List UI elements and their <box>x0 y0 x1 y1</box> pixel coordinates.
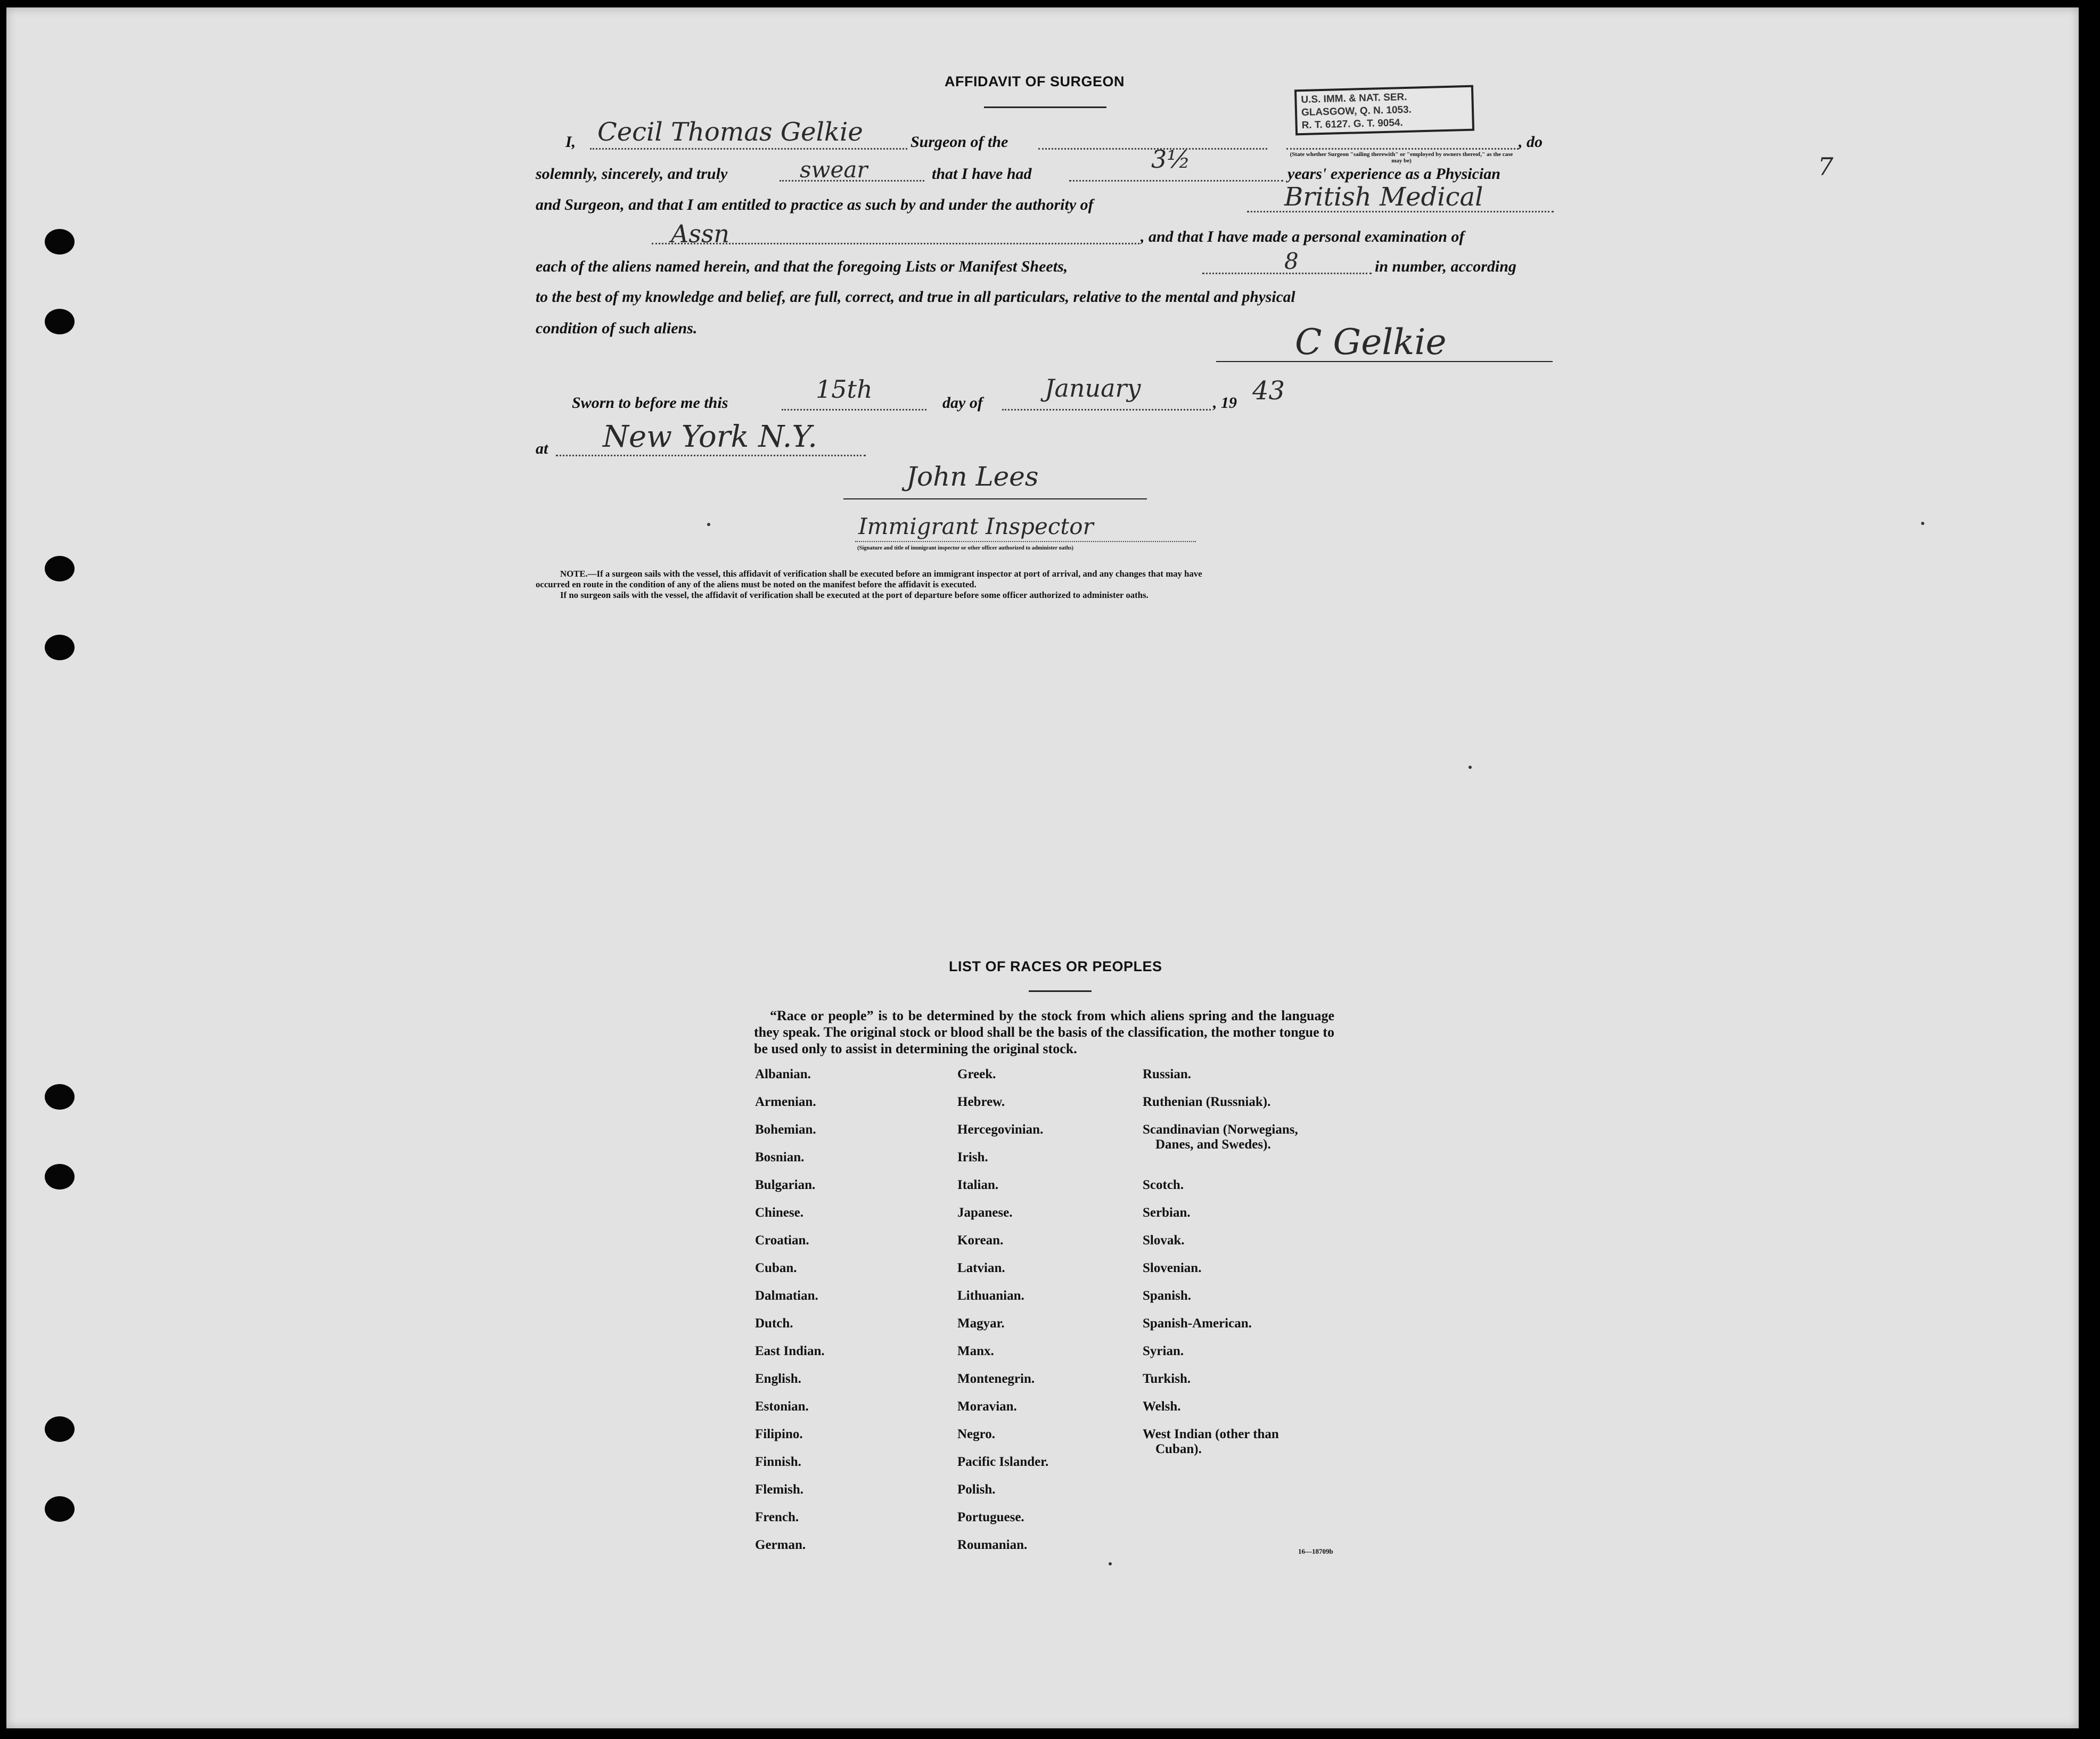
immigration-stamp <box>1294 85 1474 136</box>
punch-hole <box>45 1496 75 1522</box>
affidavit-line-1-i: I, <box>565 133 576 151</box>
race-item <box>1143 1261 1298 1289</box>
day-field-line <box>782 409 926 411</box>
at-label: at <box>536 440 548 457</box>
race-item: Hebrew. <box>957 1095 1005 1109</box>
years-handwritten: 3½ <box>1151 145 1191 174</box>
race-item-continuation: Danes, and Swedes). <box>1155 1137 1271 1152</box>
month-handwritten: January <box>1045 374 1141 403</box>
stamp-line: GLASGOW, Q. N. 1053. <box>1301 104 1412 119</box>
punch-hole <box>45 1416 75 1442</box>
race-item <box>1143 1427 1298 1482</box>
inspector-title-line <box>855 541 1196 542</box>
inspector-title-handwritten: Immigrant Inspector <box>858 513 1094 539</box>
race-item <box>1143 1095 1298 1122</box>
races-column-3 <box>1143 1067 1298 1482</box>
race-item <box>1143 1233 1298 1261</box>
race-item-text: Syrian. <box>1143 1344 1184 1358</box>
race-item: Pacific Islander. <box>957 1455 1049 1469</box>
race-item-text: Spanish-American. <box>1143 1316 1252 1331</box>
race-item: English. <box>755 1372 801 1386</box>
inspector-signature: John Lees <box>906 461 1039 492</box>
affirmation-handwritten: swear <box>800 157 868 183</box>
speck <box>1109 1562 1112 1565</box>
title-underline <box>984 106 1106 108</box>
page-number: 7 <box>1818 152 1834 181</box>
race-item: Bohemian. <box>755 1122 816 1137</box>
speck <box>707 523 710 526</box>
years-field-line <box>1069 180 1283 182</box>
affidavit-do: , do <box>1519 133 1543 151</box>
day-handwritten: 15th <box>816 375 873 404</box>
affidavit-line-4: , and that I have made a personal examination of <box>1141 228 1465 245</box>
stamp-line: R. T. 6127. G. T. 9054. <box>1301 117 1404 132</box>
note-line-3: If no surgeon sails with the vessel, the affidavit of verification shall be executed at the port of departure before some officer authorized to administer oaths. <box>560 590 1149 600</box>
races-intro-text: “Race or people” is to be determined by the stock from which aliens spring and the language they speak. The original stock or blood shall be the basis of the classification, the mother tongue to be used only to assist in determining the original stock. <box>754 1008 1334 1056</box>
race-item: East Indian. <box>755 1344 825 1358</box>
punch-hole <box>45 635 75 660</box>
speck <box>1469 766 1472 769</box>
race-item: Chinese. <box>755 1205 803 1220</box>
race-item: Irish. <box>957 1150 988 1164</box>
affidavit-have-had: that I have had <box>932 165 1032 183</box>
race-item-text: Turkish. <box>1143 1372 1191 1386</box>
race-item <box>1143 1289 1298 1316</box>
race-item-text: Spanish. <box>1143 1289 1192 1303</box>
race-item-text: Slovenian. <box>1143 1261 1202 1275</box>
races-title-underline <box>1029 990 1092 992</box>
name-field-line <box>590 148 907 150</box>
authority-handwritten-1: British Medical <box>1284 182 1483 212</box>
surgeon-name-handwritten: Cecil Thomas Gelkie <box>597 117 863 147</box>
race-item-text: West Indian (other than <box>1143 1427 1279 1441</box>
race-item: Montenegrin. <box>957 1372 1035 1386</box>
race-item-text: Ruthenian (Russniak). <box>1143 1095 1271 1109</box>
race-item: German. <box>755 1538 806 1552</box>
race-item: Italian. <box>957 1178 999 1192</box>
affidavit-line-3: and Surgeon, and that I am entitled to practice as such by and under the authority of <box>536 196 1094 214</box>
races-column-1 <box>755 1067 825 1565</box>
race-item-text: Scotch. <box>1143 1178 1184 1192</box>
race-item: Croatian. <box>755 1233 809 1248</box>
affidavit-title: AFFIDAVIT OF SURGEON <box>945 73 1125 89</box>
surgeon-signature-line <box>1216 361 1553 362</box>
affidavit-line-2: solemnly, sincerely, and truly <box>536 165 728 183</box>
manifest-page <box>6 7 2079 1728</box>
punch-hole <box>45 1164 75 1190</box>
punch-hole <box>45 1084 75 1110</box>
race-item: Korean. <box>957 1233 1004 1248</box>
sworn-label: Sworn to before me this <box>572 394 728 412</box>
races-intro <box>754 1007 1334 1057</box>
race-item <box>1143 1344 1298 1372</box>
sheets-handwritten: 8 <box>1284 248 1299 274</box>
race-item <box>1143 1122 1298 1178</box>
race-item: Portuguese. <box>957 1510 1024 1524</box>
month-field-line <box>1002 409 1211 411</box>
races-title: LIST OF RACES OR PEOPLES <box>949 958 1162 974</box>
race-item: Estonian. <box>755 1399 809 1414</box>
race-item <box>1143 1178 1298 1205</box>
race-item: Magyar. <box>957 1316 1005 1331</box>
punch-hole <box>45 229 75 255</box>
race-item: Manx. <box>957 1344 994 1358</box>
race-item: Hercegovinian. <box>957 1122 1044 1137</box>
race-item: Dutch. <box>755 1316 793 1331</box>
form-number: 16—18709b <box>1298 1547 1333 1555</box>
authority-handwritten-2: Assn <box>671 219 730 248</box>
race-item: Greek. <box>957 1067 996 1081</box>
race-item-text: Welsh. <box>1143 1399 1181 1414</box>
affidavit-line-6: to the best of my knowledge and belief, are full, correct, and true in all particulars, relative to the mental and physical <box>536 289 1295 306</box>
race-item-text: Scandinavian (Norwegians, <box>1143 1122 1298 1137</box>
race-item: Bulgarian. <box>755 1178 816 1192</box>
surgeon-status-note: (State whether Surgeon "sailing therewith" or "employed by owners thereof," as the case may be) <box>1290 151 1513 164</box>
affidavit-years-experience: years' experience as a Physician <box>1287 165 1500 183</box>
race-item: Roumanian. <box>957 1538 1028 1552</box>
status-field-line <box>1286 148 1519 150</box>
speck <box>1921 522 1924 525</box>
inspector-signature-caption: (Signature and title of immigrant inspector or other officer authorized to administer oaths) <box>857 545 1073 551</box>
stamp-line: U.S. IMM. & NAT. SER. <box>1301 91 1407 106</box>
race-item <box>1143 1067 1298 1095</box>
race-item: Latvian. <box>957 1261 1005 1275</box>
place-handwritten: New York N.Y. <box>603 420 817 454</box>
day-of-label: day of <box>942 394 983 412</box>
race-item: Dalmatian. <box>755 1289 818 1303</box>
race-item-text: Slovak. <box>1143 1233 1185 1248</box>
race-item: Cuban. <box>755 1261 797 1275</box>
race-item: Armenian. <box>755 1095 816 1109</box>
race-item <box>1143 1399 1298 1427</box>
note-line-1: NOTE.—If a surgeon sails with the vessel, this affidavit of verification shall be executed before an immigrant inspector at port of arrival, and any changes that may have <box>560 569 1202 579</box>
race-item: Finnish. <box>755 1455 801 1469</box>
race-item-text: Serbian. <box>1143 1205 1191 1220</box>
inspector-signature-line <box>843 498 1147 499</box>
race-item <box>1143 1372 1298 1399</box>
race-item-text: Russian. <box>1143 1067 1192 1081</box>
race-item: Polish. <box>957 1482 996 1497</box>
race-item: Lithuanian. <box>957 1289 1024 1303</box>
note-line-2: occurred en route in the condition of any of the aliens must be noted on the manifest before the affidavit is executed. <box>536 579 977 589</box>
race-item: Albanian. <box>755 1067 811 1081</box>
punch-hole <box>45 556 75 581</box>
race-item: Bosnian. <box>755 1150 805 1164</box>
race-item <box>1143 1316 1298 1344</box>
race-item: Moravian. <box>957 1399 1017 1414</box>
race-item: Japanese. <box>957 1205 1013 1220</box>
place-field-line <box>556 455 866 456</box>
race-item <box>1143 1205 1298 1233</box>
affidavit-line-7: condition of such aliens. <box>536 319 698 337</box>
surgeon-signature: C Gelkie <box>1295 322 1447 363</box>
race-item: Flemish. <box>755 1482 803 1497</box>
year-label: , 19 <box>1213 394 1237 412</box>
punch-hole <box>45 309 75 334</box>
affidavit-line-5: each of the aliens named herein, and that the foregoing Lists or Manifest Sheets, <box>536 258 1068 275</box>
race-item-continuation: Cuban). <box>1155 1442 1202 1456</box>
year-handwritten: 43 <box>1252 376 1285 406</box>
race-item: Filipino. <box>755 1427 803 1441</box>
race-item: French. <box>755 1510 799 1524</box>
race-item: Negro. <box>957 1427 996 1441</box>
affidavit-surgeon-of: Surgeon of the <box>910 133 1008 151</box>
affidavit-in-number: in number, according <box>1375 258 1516 275</box>
races-column-2 <box>957 1067 1048 1565</box>
